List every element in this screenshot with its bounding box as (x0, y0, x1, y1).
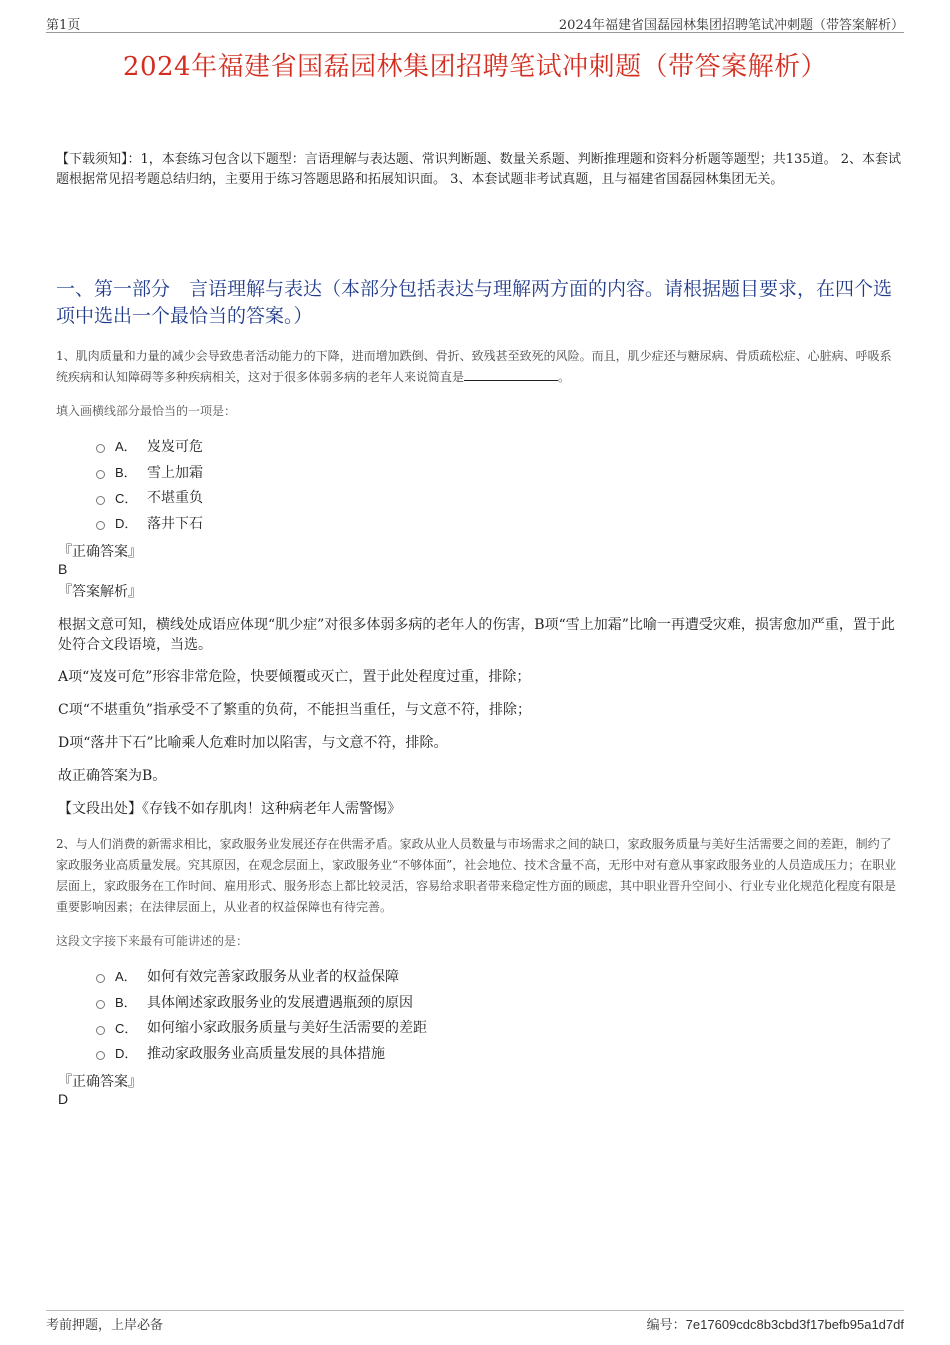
correct-answer-label: 『正确答案』 (58, 544, 142, 560)
answer-analysis (58, 615, 898, 819)
option-a[interactable]: A． 岌岌可危 (96, 433, 796, 459)
footer-id (647, 1314, 904, 1333)
option-d[interactable]: D． 推动家政服务业高质量发展的具体措施 (96, 1040, 796, 1066)
page-header (46, 12, 904, 33)
option-b[interactable]: B． 具体阐述家政服务业的发展遭遇瓶颈的原因 (96, 989, 796, 1015)
radio-icon[interactable] (96, 1026, 105, 1035)
source-citation: 【文段出处】《存钱不如存肌肉！这种病老年人需警惕》 (58, 801, 401, 817)
footer-slogan: 考前押题，上岸必备 (46, 1318, 164, 1333)
question-1-prompt: 填入画横线部分最恰当的一项是： (56, 404, 237, 418)
section-heading: 一、第一部分 言语理解与表达（本部分包括表达与理解两方面的内容。请根据题目要求，在四个选项中选出一个最恰当的答案。） (56, 278, 893, 327)
header-doc-title: 2024年福建省国磊园林集团招聘笔试冲刺题（带答案解析） (558, 18, 904, 33)
page-number: 第1页 (46, 18, 81, 33)
analysis-paragraph: 故正确答案为B。 (58, 768, 167, 784)
radio-icon[interactable] (96, 521, 105, 530)
analysis-paragraph: C项“不堪重负”指承受不了繁重的负荷，不能担当重任，与文意不符，排除； (58, 702, 532, 718)
option-c[interactable]: C． 不堪重负 (96, 484, 796, 510)
question-1-options (96, 433, 796, 536)
radio-icon[interactable] (96, 1000, 105, 1009)
footer-divider (46, 1310, 904, 1311)
document-title: 2024年福建省国磊园林集团招聘笔试冲刺题（带答案解析） (122, 52, 828, 82)
option-c[interactable]: C． 如何缩小家政服务质量与美好生活需要的差距 (96, 1014, 796, 1040)
radio-icon[interactable] (96, 1051, 105, 1060)
option-d[interactable]: D． 落井下石 (96, 510, 796, 536)
radio-icon[interactable] (96, 470, 105, 479)
correct-answer-label: 『正确答案』 (58, 1074, 142, 1090)
analysis-paragraph: A项“岌岌可危”形容非常危险，快要倾覆或灭亡，置于此处程度过重，排除； (58, 669, 531, 685)
correct-answer: B (58, 561, 68, 577)
footer-id-code: 7e17609cdc8b3cbd3f17befb95a1d7df (685, 1317, 904, 1332)
option-a[interactable]: A． 如何有效完善家政服务从业者的权益保障 (96, 963, 796, 989)
footer-id-label: 编号： (646, 1318, 686, 1333)
question-2-text: 2、与人们消费的新需求相比，家政服务业发展还存在供需矛盾。家政从业人员数量与市场需求之间的缺口，家政服务质量与美好生活需要之间的差距，制约了家政服务业高质量发展。究其原因，在观念层面上，家政服务业“不够体面”，社会地位、技术含量不高，无形中对有意从事家政服务业的人员造成压力；在职业层面上，家政服务在工作时间、雇用形式、服务形态上都比较灵活，容易给求职者带来稳定性方面的顾虑，其中职业晋升空间小、行业专业化规范化程度有限是重要影响因素；在法律层面上，从业者的权益保障也有待完善。 (56, 837, 897, 914)
question-1-text: 1、肌肉质量和力量的减少会导致患者活动能力的下降，进而增加跌倒、骨折、致残甚至致死的风险。而且，肌少症还与糖尿病、骨质疏松症、心脏病、呼吸系统疾病和认知障碍等多种疾病相关，这对于很多体弱多病的老年人来说简直是 。 (56, 349, 892, 384)
option-b[interactable]: B． 雪上加霜 (96, 459, 796, 485)
question-2-options (96, 963, 796, 1066)
radio-icon[interactable] (96, 974, 105, 983)
radio-icon[interactable] (96, 496, 105, 505)
correct-answer: D (58, 1091, 69, 1107)
radio-icon[interactable] (96, 444, 105, 453)
analysis-paragraph: D项“落井下石”比喻乘人危难时加以陷害，与文意不符，排除。 (58, 735, 448, 751)
download-notice: 【下载须知】：1，本套练习包含以下题型：言语理解与表达题、常识判断题、数量关系题、判断推理题和资料分析题等题型；共135道。 2、本套试题根据常见招考题总结归纳，主要用于练习答题思路和拓展知识面。 3、本套试题非考试真题，且与福建省国磊园林集团无关。 (56, 152, 901, 187)
answer-blank (464, 368, 558, 381)
analysis-paragraph: 根据文意可知，横线处成语应体现“肌少症”对很多体弱多病的老年人的伤害，B项“雪上加霜”比喻一再遭受灾难，损害愈加严重，置于此处符合文段语境，当选。 (58, 617, 895, 653)
analysis-label: 『答案解析』 (58, 584, 142, 600)
question-2-prompt: 这段文字接下来最有可能讲述的是： (56, 934, 249, 948)
